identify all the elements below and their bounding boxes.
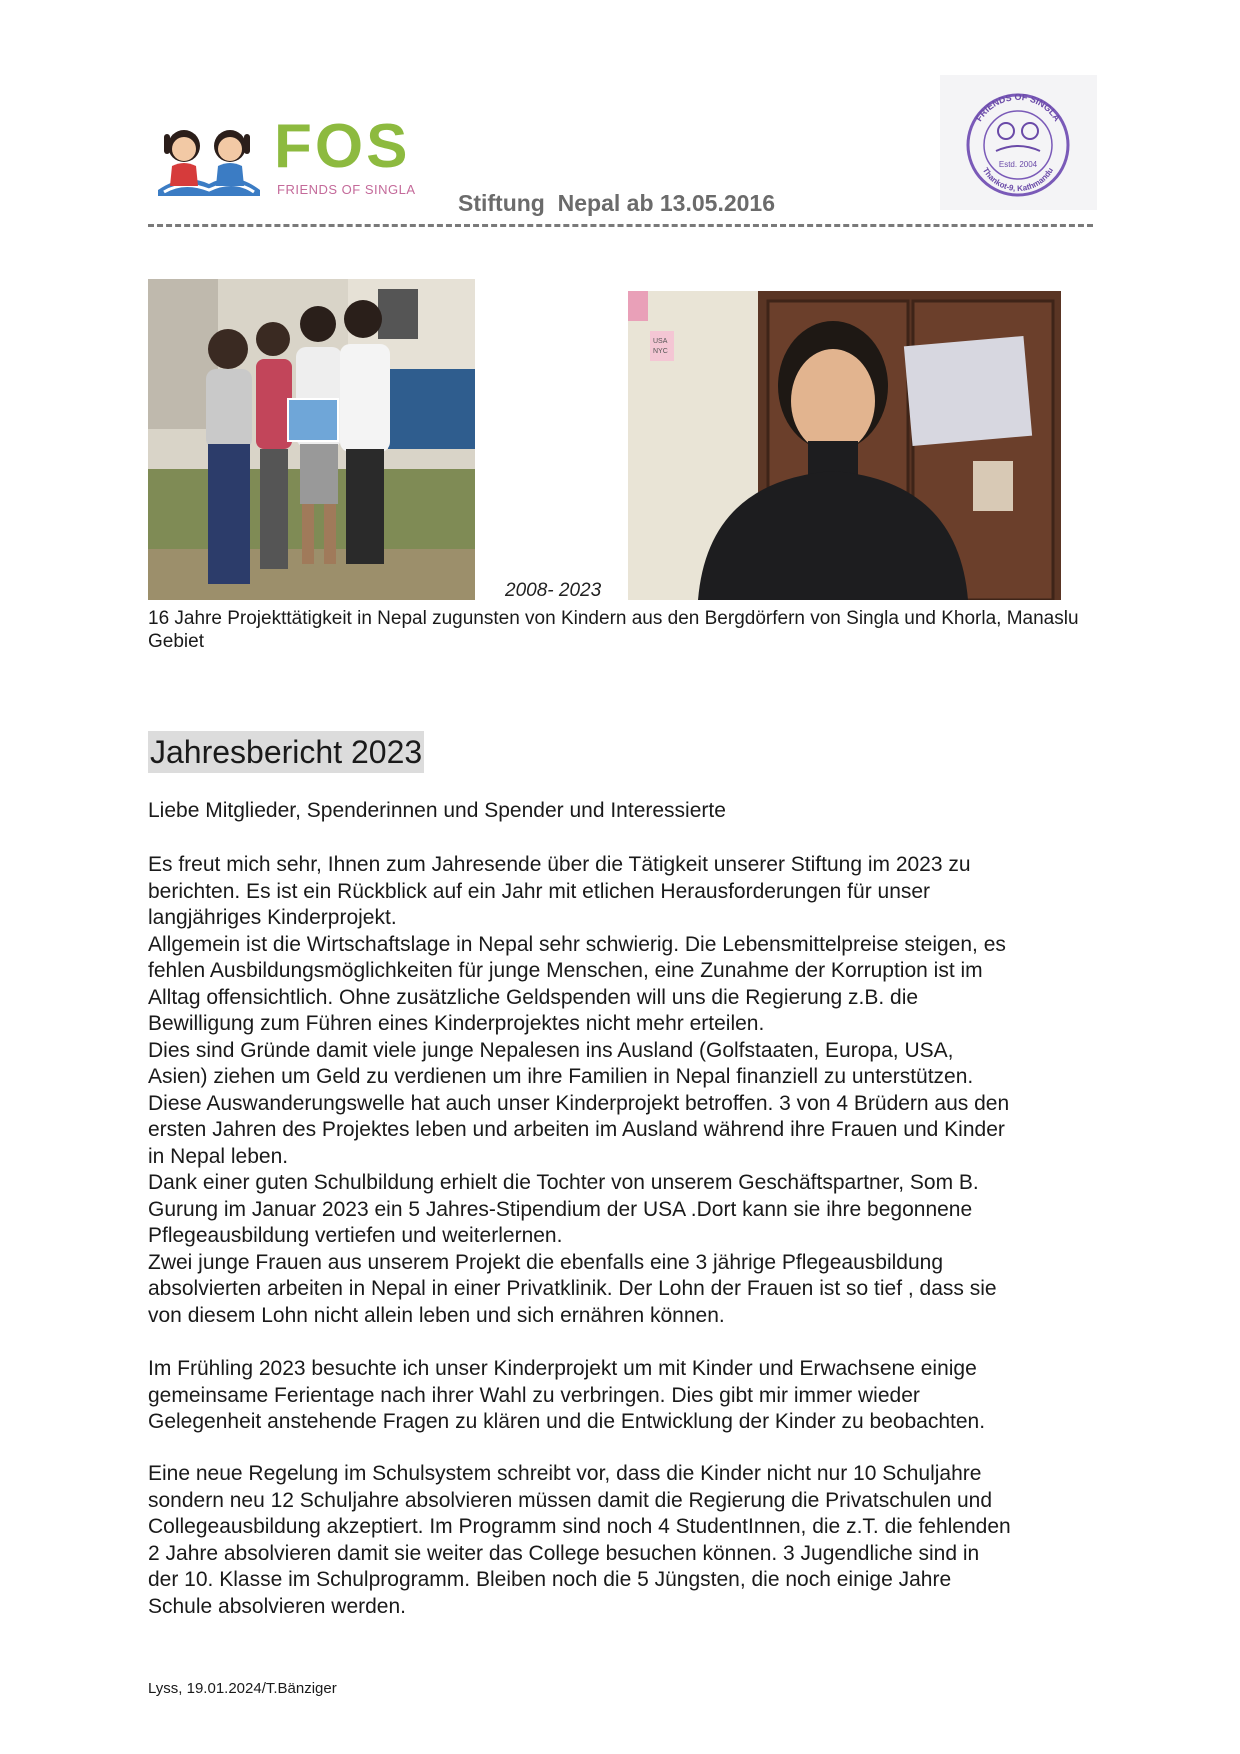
header-divider bbox=[148, 224, 1093, 227]
text-line: Diese Auswanderungswelle hat auch unser Kinderprojekt betroffen. 3 von 4 Brüdern aus den bbox=[148, 1091, 1010, 1115]
portrait-photo-image bbox=[628, 291, 1061, 600]
text-line: 2 Jahre absolvieren damit sie weiter das College besuchen können. 3 Jugendliche sind in bbox=[148, 1541, 980, 1565]
note-nyc-text: NYC bbox=[653, 348, 668, 355]
text-line: Im Frühling 2023 besuchte ich unser Kinderprojekt um mit Kinder und Erwachsene einige bbox=[148, 1357, 977, 1380]
paragraph-3 bbox=[148, 1461, 1108, 1620]
logo-wordmark: FOS bbox=[274, 112, 411, 181]
text-line: langjähriges Kinderprojekt. bbox=[148, 906, 397, 929]
note-usa-text: USA bbox=[653, 338, 668, 345]
text-line: Asien) ziehen um Geld zu verdienen um ihre Familien in Nepal finanziell zu unterstützen. bbox=[148, 1065, 974, 1088]
text-line: Pflegeausbildung vertiefen und weiterlernen. bbox=[148, 1224, 563, 1247]
paragraph-2 bbox=[148, 1356, 1108, 1436]
group-photo bbox=[148, 279, 475, 600]
text-line: Dank einer guten Schulbildung erhielt die Tochter von unserem Geschäftspartner, Som B. bbox=[148, 1171, 979, 1194]
text-line: Zwei junge Frauen aus unserem Projekt die ebenfalls eine 3 jährige Pflegeausbildung bbox=[148, 1250, 943, 1274]
text-line: sondern neu 12 Schuljahre absolvieren müssen damit die Regierung die Privatschulen und bbox=[148, 1488, 993, 1512]
text-line: der 10. Klasse im Schulprogramm. Bleiben noch die 5 Jüngsten, die noch einige Jahre bbox=[148, 1568, 952, 1591]
text-line: Gurung im Januar 2023 ein 5 Jahres-Stipendium der USA .Dort kann sie ihre begonnene bbox=[148, 1197, 973, 1221]
greeting: Liebe Mitglieder, Spenderinnen und Spender und Interessierte bbox=[148, 799, 726, 822]
children-logo-icon bbox=[154, 120, 264, 200]
text-line: fehlen Ausbildungsmöglichkeiten für junge Menschen, eine Zunahme der Korruption ist im bbox=[148, 959, 983, 982]
fos-logo bbox=[154, 112, 424, 200]
foundation-seal bbox=[940, 75, 1097, 210]
text-line: von diesem Lohn nicht allein leben und sich ernähren können. bbox=[148, 1303, 725, 1327]
photo-caption: 16 Jahre Projekttätigkeit in Nepal zugunsten von Kindern aus den Bergdörfern von Singla und Khorla, Manaslu Gebiet bbox=[148, 608, 1079, 652]
text-line: Es freut mich sehr, Ihnen zum Jahresende über die Tätigkeit unserer Stiftung im 2023 zu bbox=[148, 853, 971, 876]
text-line: berichten. Es ist ein Rückblick auf ein Jahr mit etlichen Herausforderungen für unser bbox=[148, 879, 931, 903]
text-line: Allgemein ist die Wirtschaftslage in Nepal sehr schwierig. Die Lebensmittelpreise steigen, es bbox=[148, 932, 1006, 956]
text-line: gemeinsame Ferientage nach ihrer Wahl zu verbringen. Dies gibt mir immer wieder bbox=[148, 1383, 920, 1407]
footer-signature: Lyss, 19.01.2024/T.Bänziger bbox=[148, 1680, 337, 1697]
text-line: Schule absolvieren werden. bbox=[148, 1594, 406, 1618]
text-line: in Nepal leben. bbox=[148, 1144, 289, 1168]
text-line: Alltag offensichtlich. Ohne zusätzliche Geldspenden will uns die Regierung z.B. die bbox=[148, 985, 919, 1009]
years-label: 2008- 2023 bbox=[505, 580, 602, 601]
paragraph-1 bbox=[148, 852, 1108, 1329]
seal-top-text: FRIENDS OF SINGLA bbox=[973, 92, 1063, 124]
text-line: Dies sind Gründe damit viele junge Nepalesen ins Ausland (Golfstaaten, Europa, USA, bbox=[148, 1038, 954, 1062]
portrait-photo bbox=[628, 291, 1061, 600]
text-line: Gelegenheit anstehende Fragen zu klären und die Entwicklung der Kinder zu beobachten. bbox=[148, 1410, 986, 1433]
text-line: Eine neue Regelung im Schulsystem schreibt vor, dass die Kinder nicht nur 10 Schuljahre bbox=[148, 1462, 982, 1485]
text-line: Bewilligung zum Führen eines Kinderprojektes nicht mehr erteilen. bbox=[148, 1012, 765, 1035]
svg-text:FRIENDS OF SINGLA bbox=[974, 92, 1063, 123]
seal-bottom-text: Thankot-9, Kathmandu bbox=[980, 166, 1056, 194]
text-line: ersten Jahren des Projektes leben und arbeiten im Ausland während ihre Frauen und Kinder bbox=[148, 1118, 1005, 1141]
seal-stamp-icon bbox=[940, 75, 1097, 210]
report-title: Jahresbericht 2023 bbox=[148, 731, 424, 773]
seal-estd-text: Estd. 2004 bbox=[998, 160, 1038, 169]
text-line: absolvierten arbeiten in Nepal in einer Privatklinik. Der Lohn der Frauen ist so tief , dass sie bbox=[148, 1277, 997, 1300]
foundation-subtitle: Stiftung Nepal ab 13.05.2016 bbox=[458, 190, 776, 216]
logo-subtitle: FRIENDS OF SINGLA bbox=[277, 182, 416, 197]
group-photo-image bbox=[148, 279, 475, 600]
text-line: Collegeausbildung akzeptiert. Im Programm sind noch 4 StudentInnen, die z.T. die fehlenden bbox=[148, 1515, 1011, 1538]
